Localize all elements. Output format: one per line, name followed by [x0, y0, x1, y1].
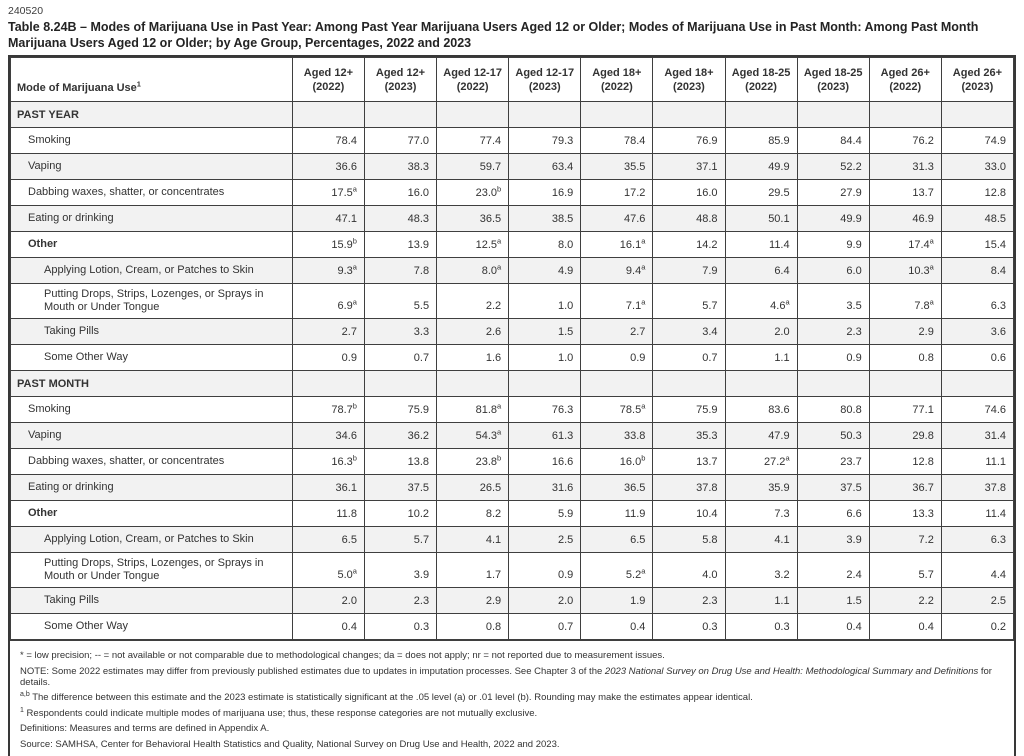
value-cell: 6.5 [581, 527, 653, 553]
value-cell [292, 371, 364, 397]
value-cell: 5.0$^a$ [292, 553, 364, 588]
table-row [11, 258, 1014, 284]
value-cell: 50.1 [725, 206, 797, 232]
significance-marker: a [641, 236, 646, 246]
significance-marker: a [641, 297, 646, 307]
value-cell: 76.9 [653, 128, 725, 154]
table-row [11, 180, 1014, 206]
value-cell: 2.2 [437, 284, 509, 319]
value-cell: 6.4 [725, 258, 797, 284]
value-cell: 0.8 [869, 345, 941, 371]
value-cell [653, 371, 725, 397]
value-cell: 5.5 [364, 284, 436, 319]
value-cell: 2.7 [292, 319, 364, 345]
value-cell: 8.4 [941, 258, 1013, 284]
value-cell: 6.3 [941, 284, 1013, 319]
row-label: Some Other Way [11, 614, 293, 640]
value-cell: 0.7 [509, 614, 581, 640]
value-cell: 34.6 [292, 423, 364, 449]
value-cell: 33.8 [581, 423, 653, 449]
table-row [11, 553, 1014, 588]
value-cell: 0.9 [509, 553, 581, 588]
value-cell: 11.1 [941, 449, 1013, 475]
value-cell: 11.4 [725, 232, 797, 258]
row-label: Vaping [11, 154, 293, 180]
row-label: Eating or drinking [11, 475, 293, 501]
value-cell: 2.2 [869, 588, 941, 614]
value-cell: 48.5 [941, 206, 1013, 232]
row-label: Some Other Way [11, 345, 293, 371]
document-number: 240520 [8, 5, 44, 17]
significance-marker: a [497, 401, 502, 411]
value-cell: 61.3 [509, 423, 581, 449]
value-cell: 16.6 [509, 449, 581, 475]
value-cell: 2.3 [364, 588, 436, 614]
column-header: Aged 26+ (2023) [941, 58, 1013, 102]
value-cell: 47.1 [292, 206, 364, 232]
row-label: Taking Pills [11, 319, 293, 345]
footnote-text: Source: SAMHSA, Center for Behavioral Health Statistics and Quality, National Survey on Drug Use and Health, 2022 and 2023. [20, 738, 560, 750]
value-cell: 2.3 [653, 588, 725, 614]
value-cell: 74.6 [941, 397, 1013, 423]
row-label: Putting Drops, Strips, Lozenges, or Sprays in Mouth or Under Tongue [11, 553, 293, 588]
column-header: Aged 12-17 (2023) [509, 58, 581, 102]
value-cell: 35.9 [725, 475, 797, 501]
value-cell: 5.7 [364, 527, 436, 553]
table-title: Table 8.24B – Modes of Marijuana Use in Past Year: Among Past Year Marijuana Users Aged 12 or Older; Modes of Marijuana Use in Past Month: Among Past Month Marijuana Users Aged 12 or Older; by Age Group, Percentages, 2022 and 2023 [8, 20, 979, 50]
significance-marker: a [497, 262, 502, 272]
value-cell: 2.5 [941, 588, 1013, 614]
value-cell: 0.9 [797, 345, 869, 371]
mode-header-label: Mode of Marijuana Use [17, 82, 137, 94]
value-cell: 8.2 [437, 501, 509, 527]
footnote-line [20, 692, 1004, 703]
column-header: Aged 18-25 (2022) [725, 58, 797, 102]
table-row [11, 501, 1014, 527]
table-row [11, 614, 1014, 640]
value-cell: 7.3 [725, 501, 797, 527]
value-cell: 36.5 [581, 475, 653, 501]
value-cell: 46.9 [869, 206, 941, 232]
value-cell: 1.6 [437, 345, 509, 371]
value-cell: 0.4 [581, 614, 653, 640]
value-cell: 48.3 [364, 206, 436, 232]
significance-marker: a [929, 262, 934, 272]
value-cell: 35.5 [581, 154, 653, 180]
value-cell: 50.3 [797, 423, 869, 449]
row-label: Smoking [11, 128, 293, 154]
value-cell: 13.8 [364, 449, 436, 475]
value-cell: 0.3 [725, 614, 797, 640]
value-cell: 23.7 [797, 449, 869, 475]
value-cell: 77.0 [364, 128, 436, 154]
value-cell: 79.3 [509, 128, 581, 154]
value-cell: 3.6 [941, 319, 1013, 345]
value-cell: 77.1 [869, 397, 941, 423]
value-cell: 77.4 [437, 128, 509, 154]
value-cell: 9.9 [797, 232, 869, 258]
value-cell: 15.4 [941, 232, 1013, 258]
value-cell: 13.3 [869, 501, 941, 527]
row-label: Other [11, 501, 293, 527]
row-label: Applying Lotion, Cream, or Patches to Skin [11, 258, 293, 284]
table-row [11, 527, 1014, 553]
value-cell: 78.4 [292, 128, 364, 154]
table-row [11, 449, 1014, 475]
value-cell [437, 371, 509, 397]
footnote-text: * = low precision; -- = not available or not comparable due to methodological changes; da = does not apply; nr = not reported due to measurement issues. [20, 650, 665, 661]
value-cell: 10.2 [364, 501, 436, 527]
table-row [11, 319, 1014, 345]
footnotes-section [10, 640, 1014, 756]
significance-marker: b [352, 401, 357, 411]
value-cell: 36.6 [292, 154, 364, 180]
value-cell: 1.1 [725, 588, 797, 614]
value-cell: 84.4 [797, 128, 869, 154]
value-cell: 59.7 [437, 154, 509, 180]
table-row [11, 128, 1014, 154]
value-cell: 2.0 [509, 588, 581, 614]
value-cell: 7.8$^a$ [869, 284, 941, 319]
value-cell: 12.8 [941, 180, 1013, 206]
value-cell: 27.9 [797, 180, 869, 206]
table-row [11, 475, 1014, 501]
value-cell: 81.8$^a$ [437, 397, 509, 423]
column-header: Aged 18-25 (2023) [797, 58, 869, 102]
value-cell: 49.9 [725, 154, 797, 180]
value-cell: 12.8 [869, 449, 941, 475]
value-cell: 37.8 [941, 475, 1013, 501]
footnote-text: Definitions: Measures and terms are defined in Appendix A. [20, 723, 270, 734]
value-cell [797, 371, 869, 397]
value-cell: 3.5 [797, 284, 869, 319]
value-cell: 48.8 [653, 206, 725, 232]
value-cell: 4.9 [509, 258, 581, 284]
value-cell: 36.7 [869, 475, 941, 501]
column-header: Aged 18+ (2022) [581, 58, 653, 102]
value-cell: 4.1 [725, 527, 797, 553]
value-cell: 31.3 [869, 154, 941, 180]
value-cell: 8.0 [509, 232, 581, 258]
table-frame [8, 55, 1016, 756]
table-row [11, 206, 1014, 232]
value-cell: 37.5 [797, 475, 869, 501]
value-cell: 35.3 [653, 423, 725, 449]
value-cell: 0.3 [364, 614, 436, 640]
value-cell: 63.4 [509, 154, 581, 180]
value-cell: 1.5 [509, 319, 581, 345]
value-cell: 83.6 [725, 397, 797, 423]
significance-marker: a [785, 297, 790, 307]
value-cell [725, 371, 797, 397]
table-row [11, 397, 1014, 423]
value-cell: 1.7 [437, 553, 509, 588]
value-cell: 10.4 [653, 501, 725, 527]
value-cell: 7.1$^a$ [581, 284, 653, 319]
value-cell: 13.7 [869, 180, 941, 206]
value-cell: 74.9 [941, 128, 1013, 154]
column-header: Aged 12+ (2022) [292, 58, 364, 102]
footnote-text: NOTE: Some 2022 estimates may differ from previously published estimates due to updates in imputation processes. See Chapter 3 of the [20, 665, 605, 677]
value-cell: 78.5$^a$ [581, 397, 653, 423]
value-cell: 7.2 [869, 527, 941, 553]
value-cell: 2.9 [869, 319, 941, 345]
value-cell: 3.4 [653, 319, 725, 345]
value-cell: 5.9 [509, 501, 581, 527]
data-table [10, 57, 1014, 640]
value-cell: 31.6 [509, 475, 581, 501]
footnote-text: a,b [20, 690, 30, 698]
significance-marker: a [352, 566, 357, 576]
section-label: PAST MONTH [11, 371, 293, 397]
value-cell: 75.9 [653, 397, 725, 423]
row-label: Taking Pills [11, 588, 293, 614]
value-cell: 4.4 [941, 553, 1013, 588]
value-cell: 5.7 [653, 284, 725, 319]
value-cell: 6.5 [292, 527, 364, 553]
value-cell: 38.5 [509, 206, 581, 232]
value-cell: 16.0 [653, 180, 725, 206]
value-cell: 3.3 [364, 319, 436, 345]
value-cell: 36.2 [364, 423, 436, 449]
value-cell: 2.9 [437, 588, 509, 614]
value-cell: 27.2$^a$ [725, 449, 797, 475]
value-cell: 2.0 [292, 588, 364, 614]
value-cell [364, 371, 436, 397]
table-row [11, 345, 1014, 371]
value-cell: 0.4 [797, 614, 869, 640]
value-cell: 4.6$^a$ [725, 284, 797, 319]
value-cell: 16.0 [364, 180, 436, 206]
footnote-text: The difference between this estimate and the 2023 estimate is statistically significant at the .05 level (a) or .01 level (b). Rounding may make the estimates appear identical. [29, 692, 753, 703]
value-cell: 29.8 [869, 423, 941, 449]
value-cell: 1.9 [581, 588, 653, 614]
value-cell [797, 102, 869, 128]
value-cell: 7.9 [653, 258, 725, 284]
value-cell: 0.9 [292, 345, 364, 371]
row-label: Dabbing waxes, shatter, or concentrates [11, 449, 293, 475]
value-cell: 2.7 [581, 319, 653, 345]
value-cell: 17.4$^a$ [869, 232, 941, 258]
value-cell: 16.0$^b$ [581, 449, 653, 475]
value-cell: 1.0 [509, 345, 581, 371]
value-cell: 3.9 [797, 527, 869, 553]
value-cell: 11.8 [292, 501, 364, 527]
value-cell [509, 371, 581, 397]
value-cell: 49.9 [797, 206, 869, 232]
value-cell: 33.0 [941, 154, 1013, 180]
value-cell: 78.7$^b$ [292, 397, 364, 423]
value-cell: 29.5 [725, 180, 797, 206]
table-row [11, 423, 1014, 449]
table-row [11, 232, 1014, 258]
significance-marker: a [641, 401, 646, 411]
value-cell: 9.3$^a$ [292, 258, 364, 284]
section-label: PAST YEAR [11, 102, 293, 128]
value-cell: 38.3 [364, 154, 436, 180]
value-cell: 2.0 [725, 319, 797, 345]
footnote-text: 2023 National Survey on Drug Use and Health: Methodological Summary and Definitions [604, 665, 979, 677]
significance-marker: b [497, 184, 502, 194]
row-label: Eating or drinking [11, 206, 293, 232]
value-cell: 76.2 [869, 128, 941, 154]
value-cell [292, 102, 364, 128]
value-cell: 16.9 [509, 180, 581, 206]
significance-marker: a [352, 297, 357, 307]
value-cell: 36.1 [292, 475, 364, 501]
value-cell: 6.6 [797, 501, 869, 527]
footnote-line [20, 666, 1004, 688]
value-cell: 16.1$^a$ [581, 232, 653, 258]
value-cell [869, 371, 941, 397]
column-header: Aged 26+ (2022) [869, 58, 941, 102]
value-cell: 8.0$^a$ [437, 258, 509, 284]
row-label: Vaping [11, 423, 293, 449]
section-header-row [11, 102, 1014, 128]
value-cell: 3.9 [364, 553, 436, 588]
value-cell: 0.9 [581, 345, 653, 371]
footnote-line [20, 723, 1004, 734]
value-cell: 17.5$^a$ [292, 180, 364, 206]
value-cell: 36.5 [437, 206, 509, 232]
value-cell: 2.6 [437, 319, 509, 345]
value-cell [653, 102, 725, 128]
value-cell: 2.3 [797, 319, 869, 345]
value-cell: 6.3 [941, 527, 1013, 553]
header-row [11, 58, 1014, 102]
value-cell: 78.4 [581, 128, 653, 154]
value-cell: 0.3 [653, 614, 725, 640]
value-cell: 85.9 [725, 128, 797, 154]
value-cell: 4.0 [653, 553, 725, 588]
value-cell: 17.2 [581, 180, 653, 206]
mode-header-footnote-marker: 1 [136, 79, 141, 89]
value-cell: 0.2 [941, 614, 1013, 640]
value-cell [725, 102, 797, 128]
footnote-line [20, 708, 1004, 719]
value-cell: 80.8 [797, 397, 869, 423]
table-row [11, 284, 1014, 319]
value-cell: 37.5 [364, 475, 436, 501]
value-cell: 1.5 [797, 588, 869, 614]
section-header-row [11, 371, 1014, 397]
row-label: Dabbing waxes, shatter, or concentrates [11, 180, 293, 206]
footnote-line [20, 739, 1004, 750]
value-cell: 1.0 [509, 284, 581, 319]
value-cell: 0.7 [653, 345, 725, 371]
value-cell: 12.5$^a$ [437, 232, 509, 258]
value-cell [941, 102, 1013, 128]
value-cell [437, 102, 509, 128]
value-cell: 9.4$^a$ [581, 258, 653, 284]
value-cell: 13.9 [364, 232, 436, 258]
significance-marker: a [929, 236, 934, 246]
value-cell: 76.3 [509, 397, 581, 423]
value-cell: 1.1 [725, 345, 797, 371]
value-cell: 11.9 [581, 501, 653, 527]
value-cell: 52.2 [797, 154, 869, 180]
footnote-text: 1 [20, 706, 24, 714]
value-cell: 7.8 [364, 258, 436, 284]
column-header: Aged 12-17 (2022) [437, 58, 509, 102]
value-cell: 3.2 [725, 553, 797, 588]
value-cell: 37.8 [653, 475, 725, 501]
value-cell: 16.3$^b$ [292, 449, 364, 475]
value-cell: 5.2$^a$ [581, 553, 653, 588]
significance-marker: a [352, 184, 357, 194]
value-cell: 47.9 [725, 423, 797, 449]
significance-marker: b [352, 236, 357, 246]
value-cell: 0.8 [437, 614, 509, 640]
value-cell: 13.7 [653, 449, 725, 475]
significance-marker: a [641, 262, 646, 272]
row-label: Smoking [11, 397, 293, 423]
value-cell: 23.0$^b$ [437, 180, 509, 206]
value-cell: 75.9 [364, 397, 436, 423]
value-cell [869, 102, 941, 128]
value-cell [509, 102, 581, 128]
value-cell: 0.7 [364, 345, 436, 371]
column-header: Aged 18+ (2023) [653, 58, 725, 102]
value-cell: 5.7 [869, 553, 941, 588]
value-cell: 14.2 [653, 232, 725, 258]
footnote-line [20, 650, 1004, 661]
value-cell: 6.9$^a$ [292, 284, 364, 319]
footnote-text: for details. [20, 665, 992, 688]
value-cell: 37.1 [653, 154, 725, 180]
table-row [11, 154, 1014, 180]
value-cell: 0.4 [292, 614, 364, 640]
value-cell: 31.4 [941, 423, 1013, 449]
row-label: Other [11, 232, 293, 258]
value-cell: 2.4 [797, 553, 869, 588]
significance-marker: a [352, 262, 357, 272]
value-cell: 47.6 [581, 206, 653, 232]
value-cell: 10.3$^a$ [869, 258, 941, 284]
row-label: Putting Drops, Strips, Lozenges, or Sprays in Mouth or Under Tongue [11, 284, 293, 319]
value-cell [581, 102, 653, 128]
significance-marker: a [641, 566, 646, 576]
significance-marker: a [497, 427, 502, 437]
value-cell: 0.4 [869, 614, 941, 640]
value-cell [941, 371, 1013, 397]
value-cell: 5.8 [653, 527, 725, 553]
significance-marker: a [497, 236, 502, 246]
value-cell [364, 102, 436, 128]
value-cell: 15.9$^b$ [292, 232, 364, 258]
value-cell: 4.1 [437, 527, 509, 553]
value-cell: 2.5 [509, 527, 581, 553]
value-cell: 11.4 [941, 501, 1013, 527]
column-header: Aged 12+ (2023) [364, 58, 436, 102]
value-cell: 54.3$^a$ [437, 423, 509, 449]
table-row [11, 588, 1014, 614]
significance-marker: a [785, 453, 790, 463]
footnote-text: Respondents could indicate multiple modes of marijuana use; thus, these response categories are not mutually exclusive. [23, 707, 538, 719]
value-cell: 23.8$^b$ [437, 449, 509, 475]
significance-marker: a [929, 297, 934, 307]
significance-marker: b [641, 453, 646, 463]
value-cell: 6.0 [797, 258, 869, 284]
significance-marker: b [497, 453, 502, 463]
value-cell [581, 371, 653, 397]
value-cell: 26.5 [437, 475, 509, 501]
column-header-mode [11, 58, 293, 102]
row-label: Applying Lotion, Cream, or Patches to Skin [11, 527, 293, 553]
value-cell: 0.6 [941, 345, 1013, 371]
significance-marker: b [352, 453, 357, 463]
